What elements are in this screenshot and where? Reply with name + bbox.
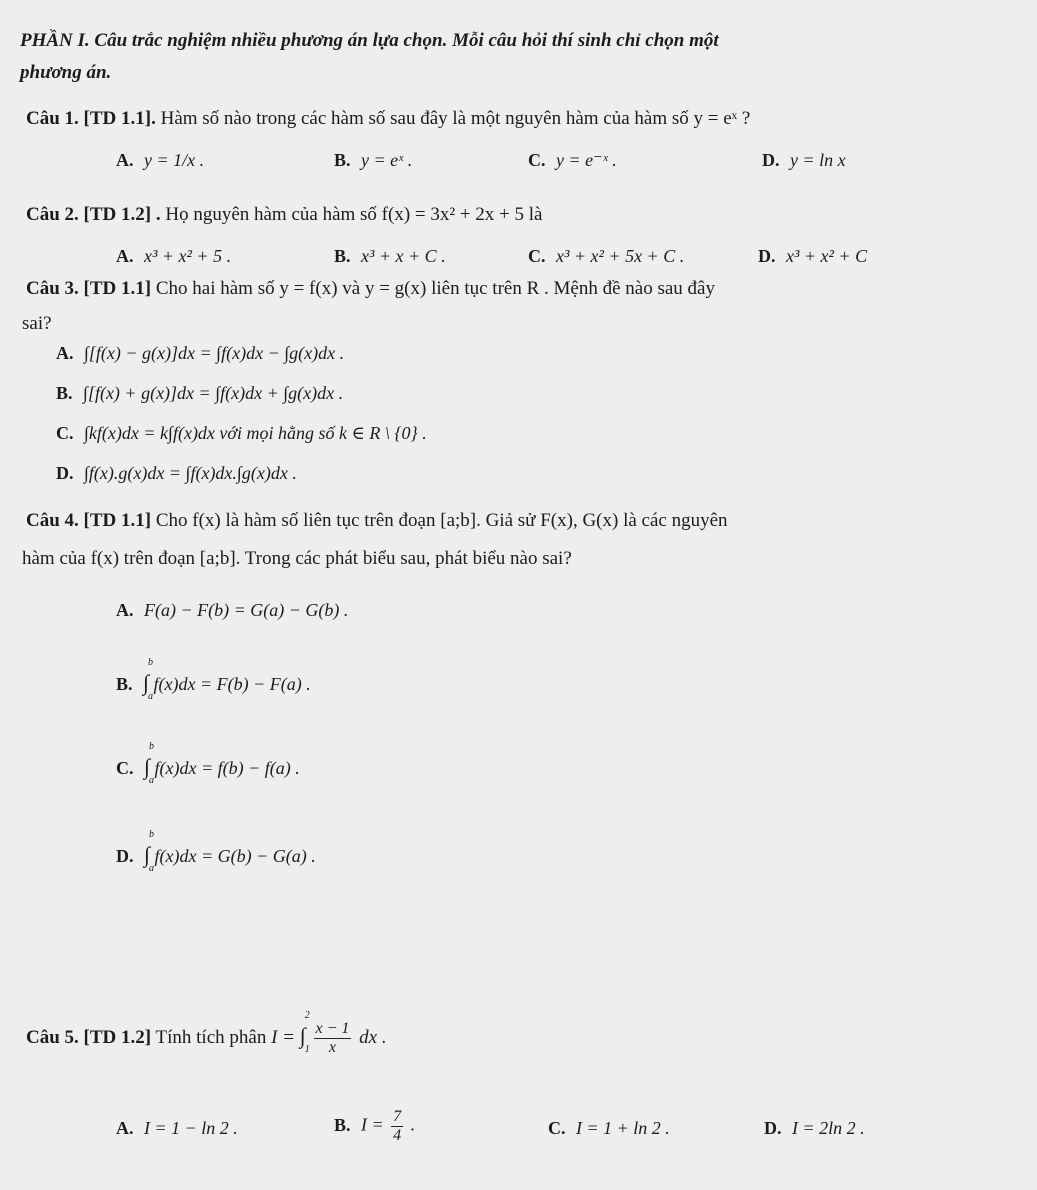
integral-sign: ∫ b a [144,829,154,874]
upper-limit: b [148,657,154,668]
question-1 [26,108,750,130]
q3-option-b-letter: B. [56,383,73,403]
lower-limit: a [148,691,154,702]
q5-option-b-denominator: 4 [393,1127,402,1144]
q3-option-d[interactable] [56,463,297,484]
q5-fraction [314,1020,352,1057]
q1-option-b[interactable] [334,150,412,171]
q5-option-c[interactable] [548,1118,670,1139]
q5-option-c-letter: C. [548,1118,566,1138]
q5-integral-lhs: I = [271,1026,295,1048]
question-3-text-cont: sai? [22,313,52,334]
q4-option-d[interactable] [116,829,316,874]
q4-option-a[interactable] [116,600,348,621]
question-1-label: Câu 1. [TD 1.1]. [26,108,156,129]
q5-option-d-letter: D. [764,1118,782,1138]
q3-option-b[interactable] [56,383,343,404]
q5-option-b-letter: B. [334,1114,351,1135]
integral-sign: ∫ b a [143,657,154,702]
q2-option-a-letter: A. [116,246,134,266]
q2-option-a[interactable] [116,246,231,267]
question-4-label: Câu 4. [TD 1.1] [26,510,152,531]
integral-sign: ∫ 2 1 [299,1009,310,1055]
q4-option-a-text: F(a) − F(b) = G(a) − G(b) . [144,600,349,620]
question-3-label: Câu 3. [TD 1.1] [26,278,152,299]
q5-integral-tail: dx . [359,1026,387,1048]
q1-option-d-letter: D. [762,150,780,170]
lower-limit: 1 [304,1043,310,1055]
question-2 [26,204,542,226]
question-4-text: Cho f(x) là hàm số liên tục trên đoạn [a;b]. Giả sử F(x), G(x) là các nguyên [155,510,728,531]
q2-option-a-text: x³ + x² + 5 . [144,246,232,266]
q1-option-a[interactable] [116,150,204,171]
q1-option-d-text: y = ln x [790,150,846,170]
lower-limit: a [149,863,154,874]
question-1-text: Hàm số nào trong các hàm số sau đây là một nguyên hàm của hàm số y = eˣ ? [160,108,751,129]
question-5-text: Tính tích phân [155,1026,267,1048]
q5-option-b-text: I = [361,1114,384,1135]
q2-option-b-letter: B. [334,246,351,266]
q1-option-c-text: y = e⁻ˣ . [556,150,617,170]
question-2-text: Họ nguyên hàm của hàm số f(x) = 3x² + 2x + 5 là [165,204,543,225]
upper-limit: b [149,829,154,840]
q5-fraction-numerator: x − 1 [315,1020,350,1037]
question-5-label: Câu 5. [TD 1.2] [26,1026,152,1048]
q1-option-c[interactable] [528,150,617,171]
q1-option-a-letter: A. [116,150,134,170]
q2-option-d-text: x³ + x² + C [786,246,868,266]
q4-option-a-letter: A. [116,600,134,620]
q5-option-d[interactable] [764,1118,865,1139]
q5-option-b-tail: . [410,1114,416,1135]
q4-option-d-text: f(x)dx = G(b) − G(a) . [154,846,316,866]
q3-option-d-letter: D. [56,463,74,483]
q3-option-c-letter: C. [56,423,74,443]
q3-option-a[interactable] [56,343,344,364]
question-5 [26,1009,387,1057]
q5-option-c-text: I = 1 + ln 2 . [576,1118,670,1138]
upper-limit: b [149,741,154,752]
q5-option-a-text: I = 1 − ln 2 . [144,1118,238,1138]
q2-option-c[interactable] [528,246,684,267]
question-4-text-cont: hàm của f(x) trên đoạn [a;b]. Trong các phát biểu sau, phát biểu nào sai? [22,548,572,569]
q3-option-b-text: ∫[f(x) + g(x)]dx = ∫f(x)dx + ∫g(x)dx . [83,383,344,403]
lower-limit: a [149,775,154,786]
q2-option-c-letter: C. [528,246,546,266]
q1-option-c-letter: C. [528,150,546,170]
q5-option-b[interactable] [334,1108,415,1145]
q5-option-b-fraction [391,1108,403,1145]
q2-option-c-text: x³ + x² + 5x + C . [556,246,685,266]
question-2-label: Câu 2. [TD 1.2] . [26,204,161,225]
upper-limit: 2 [304,1009,310,1021]
q4-option-c-letter: C. [116,758,134,778]
q5-fraction-denominator: x [328,1039,337,1056]
q2-option-d[interactable] [758,246,867,267]
q3-option-a-letter: A. [56,343,74,363]
q1-option-a-text: y = 1/x . [144,150,205,170]
q5-option-a-letter: A. [116,1118,134,1138]
section-heading-line2: phương án. [20,62,112,83]
q5-option-d-text: I = 2ln 2 . [792,1118,865,1138]
integral-sign: ∫ b a [144,741,154,786]
q2-option-b[interactable] [334,246,446,267]
q5-option-b-numerator: 7 [393,1108,402,1125]
q1-option-d[interactable] [762,150,846,171]
q2-option-b-text: x³ + x + C . [361,246,446,266]
q5-option-a[interactable] [116,1118,238,1139]
q4-option-b-letter: B. [116,674,133,694]
question-4 [26,510,728,532]
q1-option-b-letter: B. [334,150,351,170]
q4-option-c[interactable] [116,741,300,786]
q4-option-c-text: f(x)dx = f(b) − f(a) . [154,758,300,778]
q3-option-a-text: ∫[f(x) − g(x)]dx = ∫f(x)dx − ∫g(x)dx . [84,343,345,363]
question-3-text: Cho hai hàm số y = f(x) và y = g(x) liên tục trên R . Mệnh đề nào sau đây [155,278,715,299]
q3-option-c[interactable] [56,423,427,444]
section-heading-line1: PHẦN I. Câu trắc nghiệm nhiều phương án lựa chọn. Mỗi câu hỏi thí sinh chỉ chọn một [20,30,719,51]
q1-option-b-text: y = eˣ . [361,150,413,170]
q4-option-d-letter: D. [116,846,134,866]
question-3 [26,278,715,300]
q3-option-c-text: ∫kf(x)dx = k∫f(x)dx với mọi hằng số k ∈ R \ {0} . [84,423,427,443]
q4-option-b-text: f(x)dx = F(b) − F(a) . [153,674,311,694]
q3-option-d-text: ∫f(x).g(x)dx = ∫f(x)dx.∫g(x)dx . [84,463,297,483]
q4-option-b[interactable] [116,657,311,702]
q2-option-d-letter: D. [758,246,776,266]
